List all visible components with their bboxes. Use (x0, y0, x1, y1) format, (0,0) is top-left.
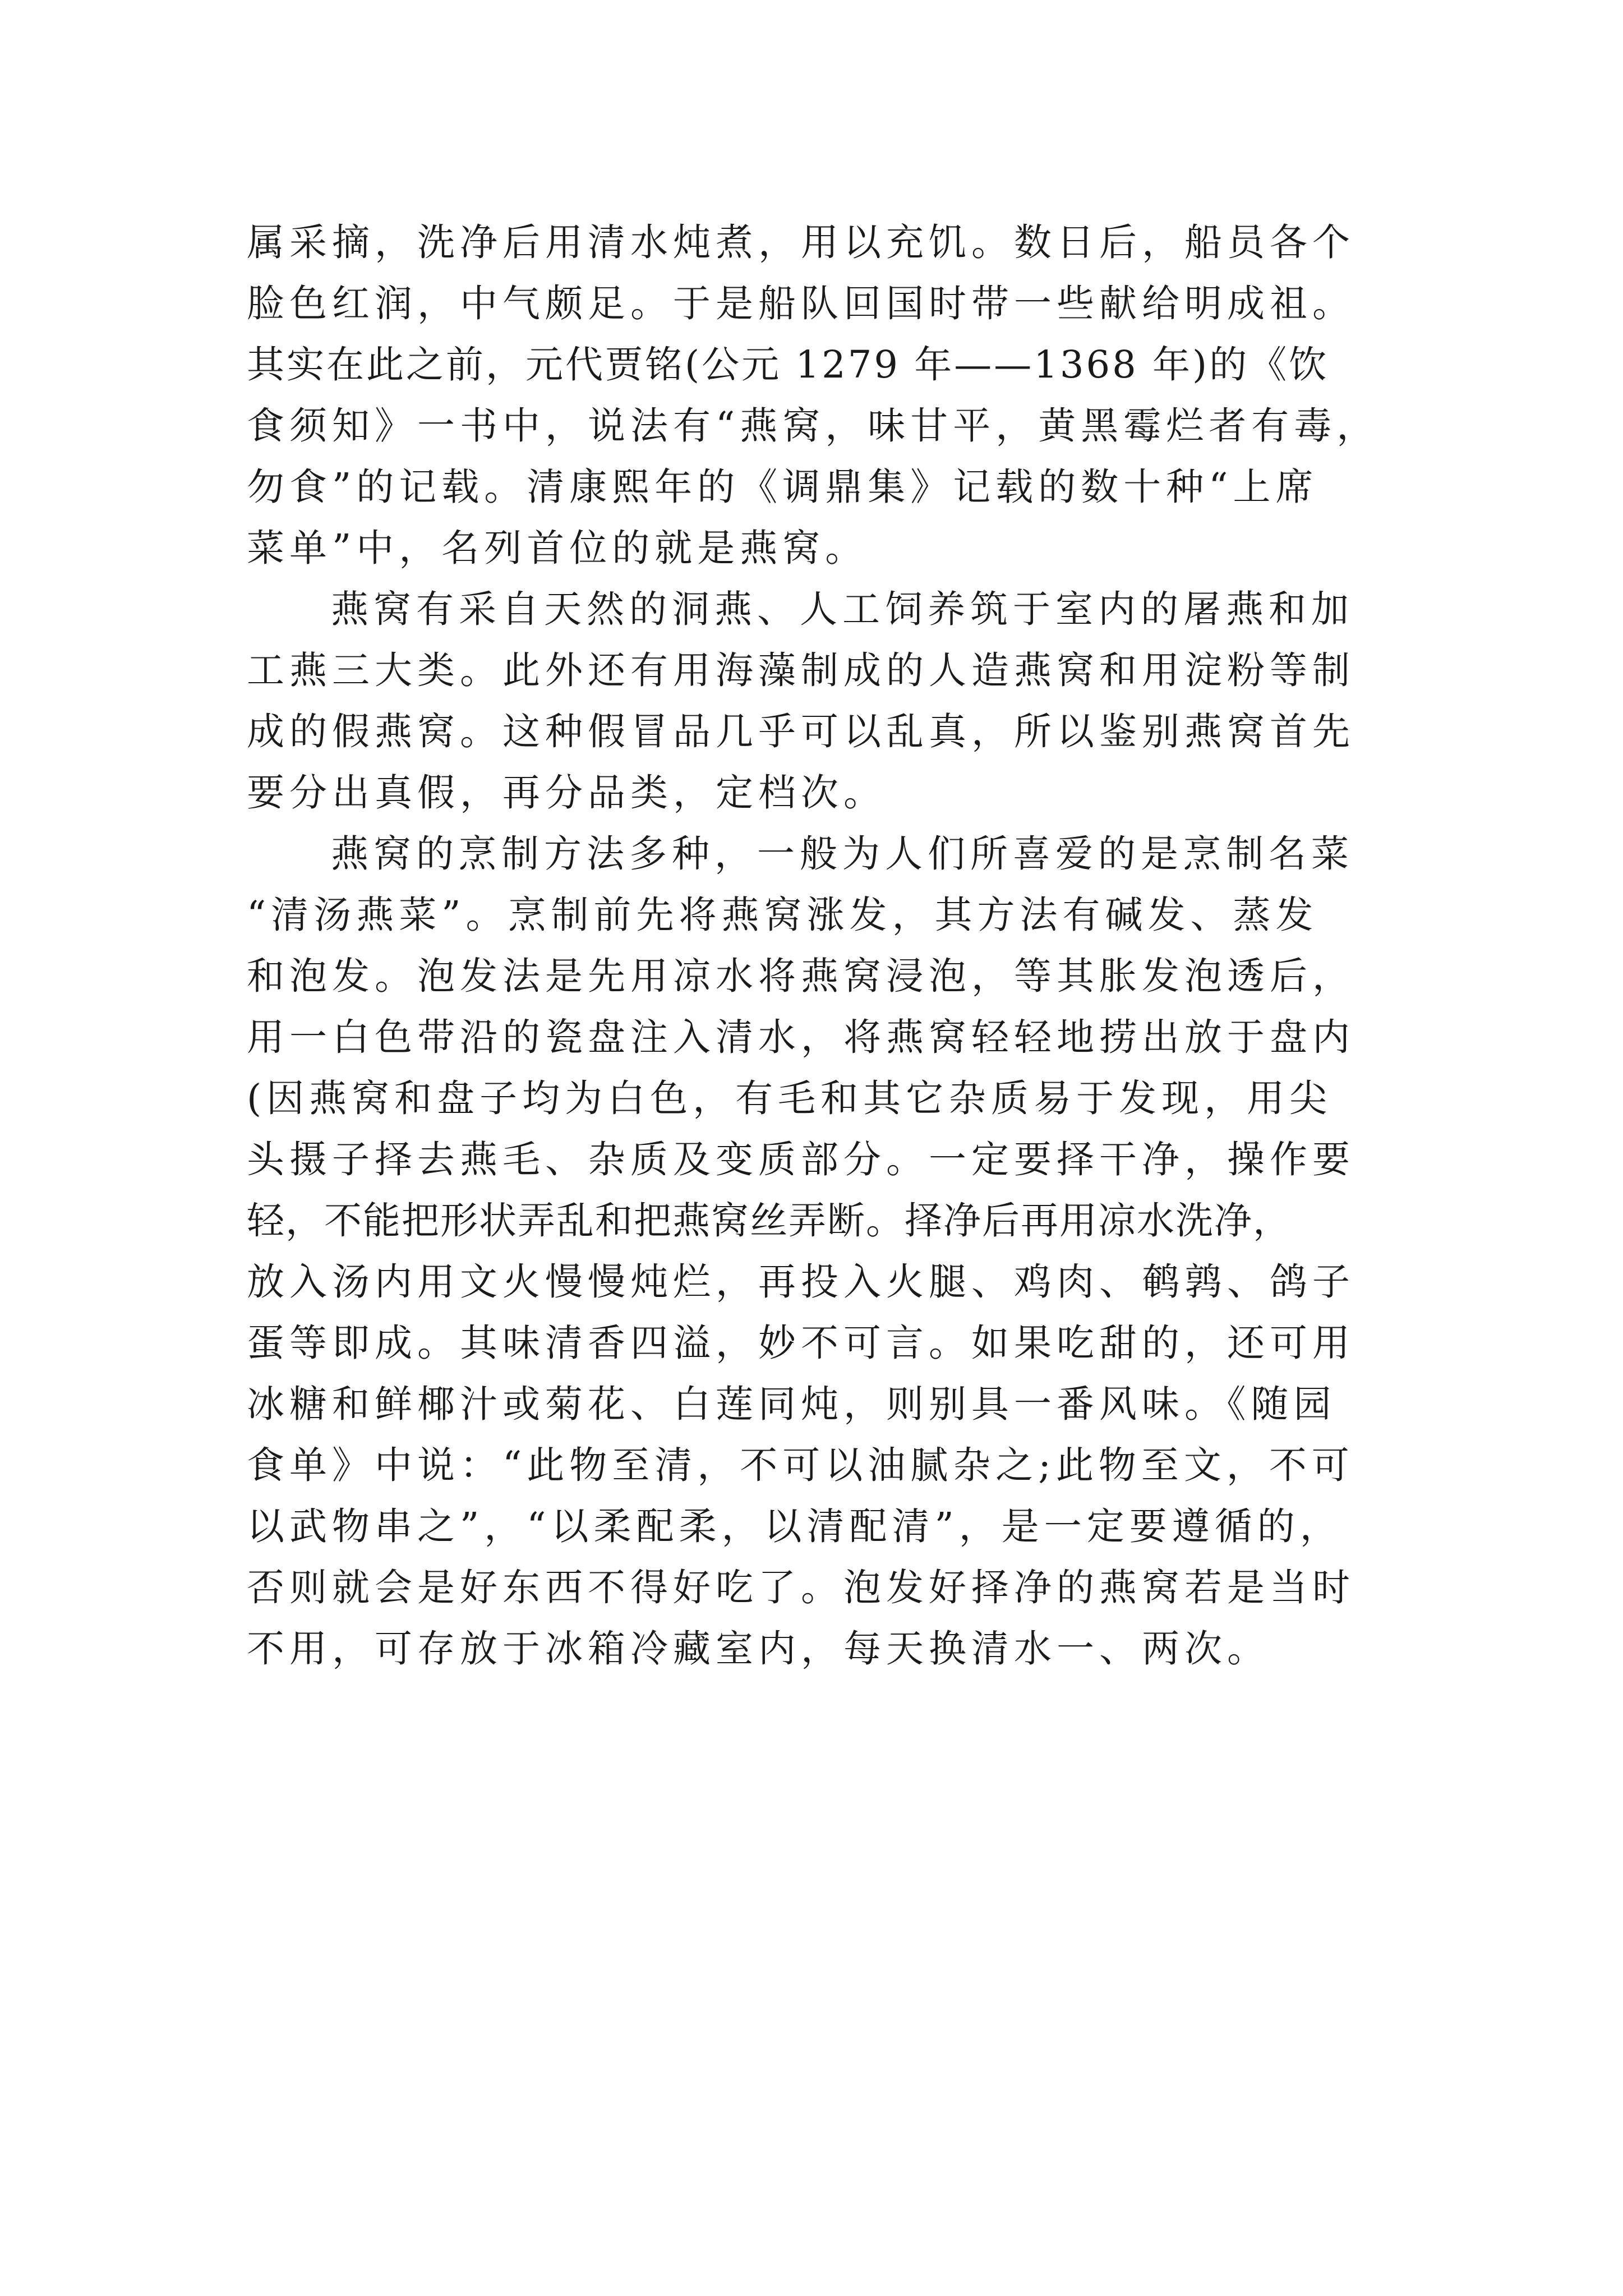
body-text (247, 212, 1430, 1680)
text-line: 勿食”的记载。清康熙年的《调鼎集》记载的数十种“上席 (247, 465, 1318, 509)
text-line: 属采摘，洗净后用清水炖煮，用以充饥。数日后，船员各个 (247, 220, 1355, 264)
text-line: 食单》中说：“此物至清，不可以油腻杂之;此物至文，不可 (247, 1443, 1354, 1487)
text-line: 蛋等即成。其味清香四溢，妙不可言。如果吃甜的，还可用 (247, 1321, 1355, 1365)
text-line: 其实在此之前，元代贾铭(公元 1279 年——1368 年)的《饮 (247, 343, 1329, 386)
text-line: 食须知》一书中，说法有“燕窝，味甘平，黄黑霉烂者有毒， (247, 404, 1380, 448)
text-line: 要分出真假，再分品类，定档次。 (247, 771, 886, 815)
text-line: 冰糖和鲜椰汁或菊花、白莲同炖，则别具一番风味。《随园 (247, 1382, 1336, 1426)
text-line: 不用，可存放于冰箱冷藏室内，每天换清水一、两次。 (247, 1627, 1270, 1671)
text-line: 放入汤内用文火慢慢炖烂，再投入火腿、鸡肉、鹌鹑、鸽子 (247, 1260, 1355, 1304)
text-line: 燕窝的烹制方法多种，一般为人们所喜爱的是烹制名菜 (331, 832, 1354, 876)
text-line: 轻，不能把形状弄乱和把燕窝丝弄断。择净后再用凉水洗净， (247, 1199, 1292, 1243)
text-line: 和泡发。泡发法是先用凉水将燕窝浸泡，等其胀发泡透后， (247, 954, 1355, 998)
text-line: (因燕窝和盘子均为白色，有毛和其它杂质易于发现，用尖 (247, 1076, 1332, 1120)
text-line: “清汤燕菜”。烹制前先将燕窝涨发，其方法有碱发、蒸发 (247, 893, 1318, 937)
text-line: 工燕三大类。此外还有用海藻制成的人造燕窝和用淀粉等制 (247, 648, 1355, 692)
text-line: 菜单”中，名列首位的就是燕窝。 (247, 526, 868, 570)
text-line: 成的假燕窝。这种假冒品几乎可以乱真，所以鉴别燕窝首先 (247, 710, 1355, 753)
text-line: 否则就会是好东西不得好吃了。泡发好择净的燕窝若是当时 (247, 1566, 1355, 1609)
text-line: 脸色红润，中气颇足。于是船队回国时带一些献给明成祖。 (247, 282, 1355, 325)
text-line: 以武物串之”，“以柔配柔，以清配清”，是一定要遵循的， (247, 1504, 1343, 1548)
text-line: 燕窝有采自天然的洞燕、人工饲养筑于室内的屠燕和加 (331, 587, 1354, 631)
text-line: 用一白色带沿的瓷盘注入清水，将燕窝轻轻地捞出放于盘内 (247, 1015, 1355, 1059)
text-line: 头摄子择去燕毛、杂质及变质部分。一定要择干净，操作要 (247, 1138, 1355, 1181)
